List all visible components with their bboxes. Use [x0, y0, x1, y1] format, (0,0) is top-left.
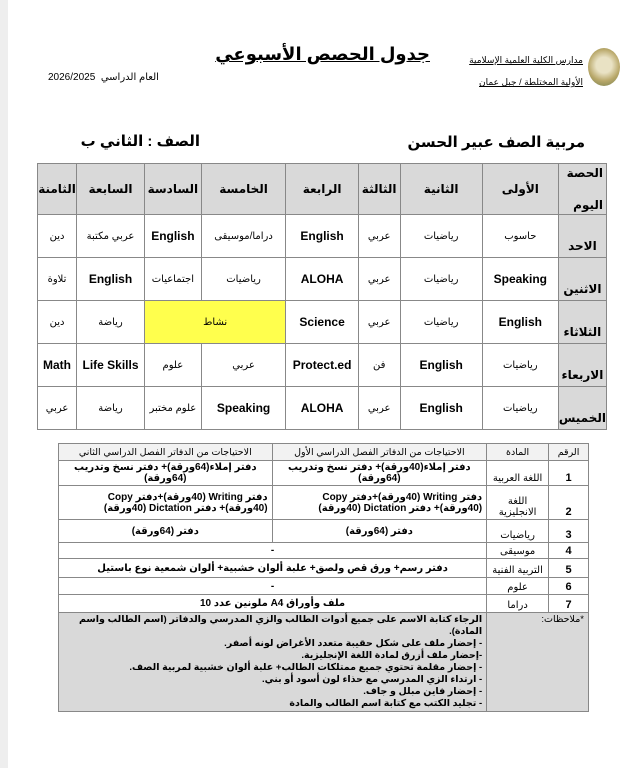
lesson-cell: English [144, 215, 201, 258]
lesson-cell: اجتماعيات [144, 258, 201, 301]
period-header: الرابعة [286, 164, 358, 215]
year-label: العام الدراسي [100, 72, 159, 83]
subject-name: دراما [487, 595, 549, 613]
supplies-row [59, 578, 589, 595]
row-number: 6 [549, 578, 589, 595]
note-item: الرجاء كتابة الاسم على جميع أدوات الطالب والزي المدرسي والدفاتر (اسم الطالب واسم المادة). [78, 614, 483, 637]
year-value: 2026/2025 [48, 72, 96, 83]
lesson-cell: عربي [358, 301, 400, 344]
period-header: الثانية [400, 164, 482, 215]
lesson-cell: دين [38, 215, 77, 258]
supplies-first-semester: دفتر إملاء(40ورقة)+ دفتر نسخ وتدريب (64ورقة) [272, 461, 487, 486]
notes-label: *ملاحظات: [487, 613, 589, 712]
subject-name: رياضيات [487, 520, 549, 543]
supplies-second-semester: دفتر (64ورقة) [59, 520, 273, 543]
lesson-cell: English [482, 301, 558, 344]
lesson-cell: English [77, 258, 145, 301]
subject-name: موسيقى [487, 543, 549, 559]
supplies-row [59, 559, 589, 578]
supplies-table [58, 443, 589, 712]
day-cell: الاثنين [558, 258, 606, 301]
schedule-row [38, 387, 607, 430]
notes-list [59, 613, 487, 712]
lesson-cell: عربي مكتبة [77, 215, 145, 258]
page-edge [0, 0, 8, 768]
row-number: 7 [549, 595, 589, 613]
lesson-cell: Life Skills [77, 344, 145, 387]
supplies-both-semesters: دفتر رسم+ ورق قص ولصق+ علبة ألوان خشبية+ ألوان شمعية نوع باستيل [59, 559, 487, 578]
lesson-cell: فن [358, 344, 400, 387]
supplies-header: الاحتياجات من الدفاتر الفصل الدراسي الثاني [59, 444, 273, 461]
supplies-header: الاحتياجات من الدفاتر الفصل الدراسي الأول [272, 444, 487, 461]
row-number: 1 [549, 461, 589, 486]
supplies-second-semester: دفتر إملاء(64ورقة)+ دفتر نسخ وتدريب (64ورقة) [59, 461, 273, 486]
supplies-first-semester: دفتر (64ورقة) [272, 520, 487, 543]
lesson-cell: Protect.ed [286, 344, 358, 387]
subject-name: التربية الفنية [487, 559, 549, 578]
lesson-cell: Science [286, 301, 358, 344]
subject-name: اللغة الانجليزية [487, 486, 549, 520]
lesson-cell: عربي [358, 387, 400, 430]
class-teacher: مربية الصف عبير الحسن [407, 134, 585, 151]
note-item: - ارتداء الزي المدرسي مع حذاء لون أسود أو بني. [262, 674, 483, 685]
weekly-schedule-table [37, 163, 607, 430]
supplies-row [59, 595, 589, 613]
school-name: مدارس الكلية العلمية الإسلامية [469, 55, 583, 65]
day-cell: الثلاثاء [558, 301, 606, 344]
lesson-cell: رياضيات [201, 258, 286, 301]
lesson-cell: دراما/موسيقى [201, 215, 286, 258]
supplies-second-semester: دفتر Writing (40ورقة)+دفتر Copy (40ورقة)+ دفتر Dictation (40ورقة) [59, 486, 273, 520]
lesson-cell: عربي [38, 387, 77, 430]
row-number: 3 [549, 520, 589, 543]
class-name: الصف : الثاني ب [80, 133, 200, 150]
row-number: 2 [549, 486, 589, 520]
school-logo [588, 48, 620, 86]
schedule-row [38, 258, 607, 301]
supplies-header: الرقم [549, 444, 589, 461]
period-header: السادسة [144, 164, 201, 215]
lesson-cell: حاسوب [482, 215, 558, 258]
supplies-both-semesters: ملف وأوراق A4 ملونين عدد 10 [59, 595, 487, 613]
schedule-header-row [38, 164, 607, 215]
day-cell: الاربعاء [558, 344, 606, 387]
corner-cell [558, 164, 606, 215]
lesson-cell: عربي [358, 215, 400, 258]
supplies-row [59, 543, 589, 559]
supplies-row [59, 520, 589, 543]
lesson-cell: عربي [358, 258, 400, 301]
subject-name: اللغة العربية [487, 461, 549, 486]
lesson-cell: عربي [201, 344, 286, 387]
note-item: - إحضار فاين مبلل و جاف. [363, 686, 483, 697]
supplies-header: المادة [487, 444, 549, 461]
note-item: - إحضار ملف على شكل حقيبة متعدد الأغراض لونه أصفر. [224, 638, 483, 649]
note-item: - تجليد الكتب مع كتابة اسم الطالب والمادة [289, 698, 483, 709]
supplies-row [59, 486, 589, 520]
supplies-header-row [59, 444, 589, 461]
period-header: السابعة [77, 164, 145, 215]
day-cell: الخميس [558, 387, 606, 430]
academic-year [48, 72, 159, 83]
supplies-both-semesters: - [59, 543, 487, 559]
period-label: الحصة [566, 166, 603, 180]
supplies-first-semester: دفتر Writing (40ورقة)+دفتر Copy (40ورقة)+ دفتر Dictation (40ورقة) [272, 486, 487, 520]
row-number: 4 [549, 543, 589, 559]
period-header: الثامنة [38, 164, 77, 215]
lesson-cell: Speaking [482, 258, 558, 301]
lesson-cell: English [400, 344, 482, 387]
lesson-cell: رياضيات [400, 215, 482, 258]
lesson-cell: ALOHA [286, 387, 358, 430]
lesson-cell: علوم [144, 344, 201, 387]
schedule-row [38, 344, 607, 387]
lesson-cell: تلاوة [38, 258, 77, 301]
school-branch: الأولية المختلطة / جبل عمان [479, 77, 583, 87]
note-item: -إحضار ملف أزرق لمادة اللغة الإنجليزية. [301, 650, 483, 661]
lesson-cell: رياضيات [400, 258, 482, 301]
supplies-row [59, 461, 589, 486]
lesson-cell: رياضة [77, 387, 145, 430]
lesson-cell: Math [38, 344, 77, 387]
schedule-row [38, 215, 607, 258]
supplies-both-semesters: - [59, 578, 487, 595]
period-header: الأولى [482, 164, 558, 215]
notes-row [59, 613, 589, 712]
row-number: 5 [549, 559, 589, 578]
lesson-cell: ALOHA [286, 258, 358, 301]
day-label: اليوم [573, 198, 603, 212]
day-cell: الاحد [558, 215, 606, 258]
period-header: الخامسة [201, 164, 286, 215]
lesson-cell: English [400, 387, 482, 430]
schedule-row [38, 301, 607, 344]
lesson-cell: رياضيات [482, 344, 558, 387]
lesson-cell: رياضة [77, 301, 145, 344]
lesson-cell: رياضيات [400, 301, 482, 344]
activity-cell: نشاط [144, 301, 285, 344]
lesson-cell: Speaking [201, 387, 286, 430]
period-header: الثالثة [358, 164, 400, 215]
page-title: جدول الحصص الأسبوعي [215, 44, 430, 64]
note-item: - إحضار مقلمة تحتوي جميع ممتلكات الطالب+ علبة ألوان خشبية لمربية الصف. [129, 662, 483, 673]
subject-name: علوم [487, 578, 549, 595]
lesson-cell: دين [38, 301, 77, 344]
lesson-cell: رياضيات [482, 387, 558, 430]
lesson-cell: علوم مختبر [144, 387, 201, 430]
lesson-cell: English [286, 215, 358, 258]
